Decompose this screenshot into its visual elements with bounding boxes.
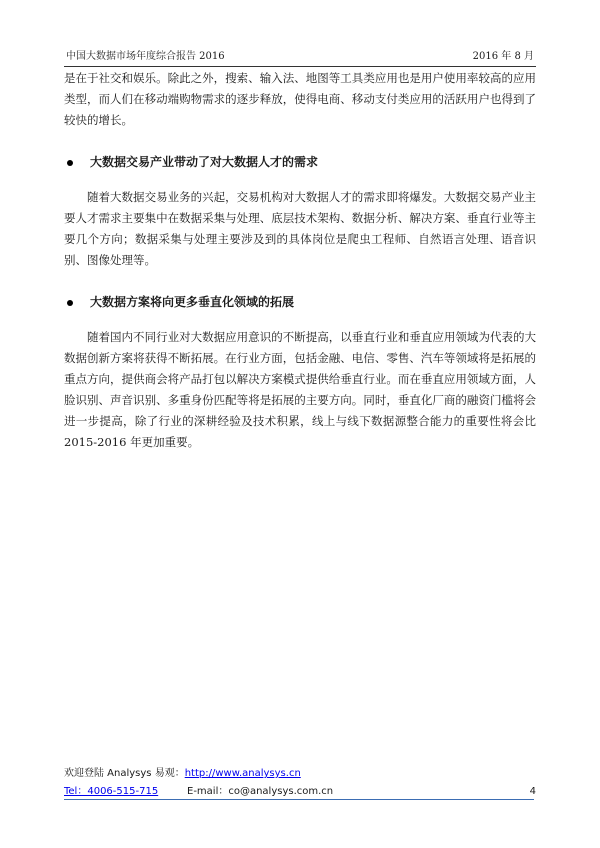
footer-rule bbox=[64, 799, 534, 800]
section-heading-vertical bbox=[64, 292, 536, 313]
bullet-icon bbox=[67, 300, 73, 306]
page-header bbox=[64, 50, 536, 67]
page-number: 4 bbox=[529, 786, 536, 797]
intro-paragraph: 是在于社交和娱乐。除此之外，搜索、输入法、地图等工具类应用也是用户使用率较高的应用类型，而人们在移动端购物需求的逐步释放，使得电商、移动支付类应用的活跃用户也得到了较快的增长。 bbox=[64, 71, 536, 127]
section-paragraph-talent: 随着大数据交易业务的兴起，交易机构对大数据人才的需求即将爆发。大数据交易产业主要人才需求主要集中在数据采集与处理、底层技术架构、数据分析、解决方案、垂直行业等主要几个方向；数据采集与处理主要涉及到的具体岗位是爬虫工程师、自然语言处理、语音识别、图像处理等。 bbox=[64, 190, 536, 267]
section-heading-text: 大数据交易产业带动了对大数据人才的需求 bbox=[90, 155, 319, 169]
website-link[interactable]: http://www.analysys.cn bbox=[184, 768, 301, 779]
footer-welcome-row bbox=[64, 766, 301, 782]
footer-welcome-text: 欢迎登陆 Analysys 易观： bbox=[64, 768, 185, 779]
page-content bbox=[64, 68, 536, 453]
report-title: 中国大数据市场年度综合报告 2016 bbox=[66, 51, 225, 62]
footer-contact-row bbox=[64, 784, 536, 800]
report-date: 2016 年 8 月 bbox=[472, 51, 534, 62]
email-text: E-mail：co@analysys.com.cn bbox=[187, 786, 334, 797]
section-heading-talent bbox=[64, 152, 536, 173]
section-paragraph-vertical: 随着国内不同行业对大数据应用意识的不断提高，以垂直行业和垂直应用领域为代表的大数据创新方案将获得不断拓展。在行业方面，包括金融、电信、零售、汽车等领域将是拓展的重点方向，提供商会将产品打包以解决方案模式提供给垂直行业。而在垂直应用领域方面，人脸识别、声音识别、多重身份匹配等将是拓展的主要方向。同时，垂直化厂商的融资门槛将会进一步提高，除了行业的深耕经验及技术积累，线上与线下数据源整合能力的重要性将会比 2015-2016 年更加重要。 bbox=[64, 330, 536, 449]
tel-link[interactable]: Tel：4006-515-715 bbox=[64, 786, 159, 797]
section-heading-text: 大数据方案将向更多垂直化领域的拓展 bbox=[90, 295, 295, 309]
bullet-icon bbox=[67, 160, 73, 166]
